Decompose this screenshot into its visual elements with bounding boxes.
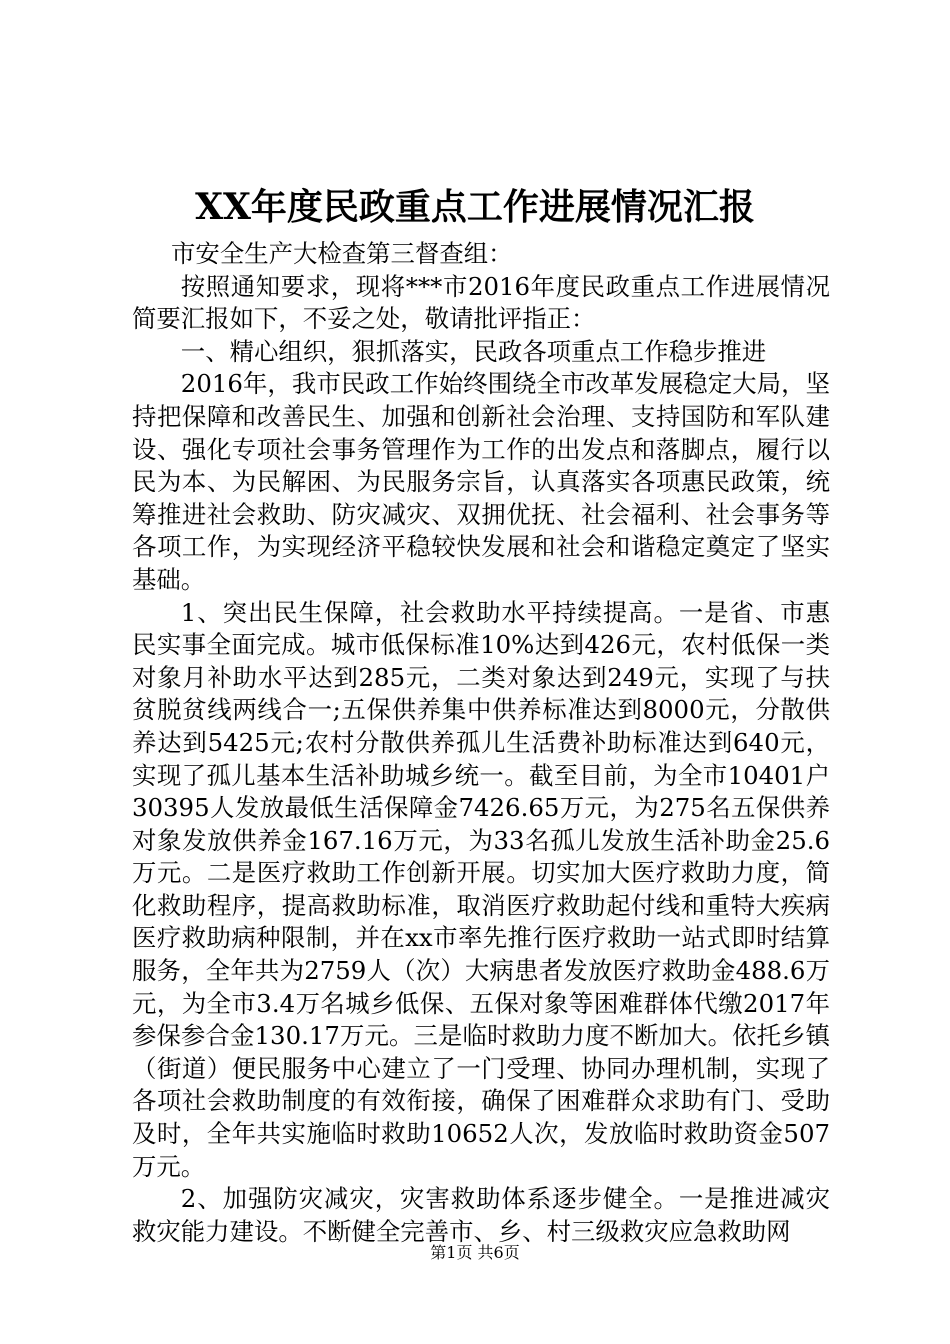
summary-paragraph: 2016年，我市民政工作始终围绕全市改革发展稳定大局，坚持把保障和改善民生、加强和创新社会治理、支持国防和军队建设、强化专项社会事务管理作为工作的出发点和落脚点，履行以民为本、为民解困、为民服务宗旨，认真落实各项惠民政策，统筹推进社会救助、防灾减灾、双拥优抚、社会福利、社会事务等各项工作，为实现经济平稳较快发展和社会和谐稳定奠定了坚实基础。 — [132, 369, 830, 594]
document-body — [132, 238, 830, 1248]
salutation-paragraph: 市安全生产大检查第三督查组： — [171, 239, 513, 268]
page-footer: 第1页 共6页 — [430, 1243, 520, 1262]
item-2-paragraph: 2、加强防灾减灾，灾害救助体系逐步健全。一是推进减灾救灾能力建设。不断健全完善市、乡、村三级救灾应急救助网 — [132, 1184, 830, 1246]
intro-paragraph: 按照通知要求，现将***市2016年度民政重点工作进展情况简要汇报如下，不妥之处，敬请批评指正： — [132, 271, 830, 334]
section-heading: 一、精心组织，狠抓落实，民政各项重点工作稳步推进 — [180, 336, 767, 366]
document-title: XX年度民政重点工作进展情况汇报 — [195, 186, 755, 228]
item-1-paragraph: 1、突出民生保障，社会救助水平持续提高。一是省、市惠民实事全面完成。城市低保标准10%达到426元，农村低保一类对象月补助水平达到285元，二类对象达到249元，实现了与扶贫脱贫线两线合一;五保供养集中供养标准达到8000元，分散供养达到5425元;农村分散供养孤儿生活费补助标准达到640元，实现了孤儿基本生活补助城乡统一。截至目前，为全市10401户30395人发放最低生活保障金7426.65万元，为275名五保供养对象发放供养金167.16万元，为33名孤儿发放生活补助金25.6万元。二是医疗救助工作创新开展。切实加大医疗救助力度，简化救助程序，提高救助标准，取消医疗救助起付线和重特大疾病医疗救助病种限制，并在xx市率先推行医疗救助一站式即时结算服务，全年共为2759人（次）大病患者发放医疗救助金488.6万元，为全市3.4万名城乡低保、五保对象等困难群体代缴2017年参保参合金130.17万元。三是临时救助力度不断加大。依托乡镇（街道）便民服务中心建立了一门受理、协同办理机制，实现了各项社会救助制度的有效衔接，确保了困难群众求助有门、受助及时，全年共实施临时救助10652人次，发放临时救助资金507万元。 — [132, 597, 830, 1181]
